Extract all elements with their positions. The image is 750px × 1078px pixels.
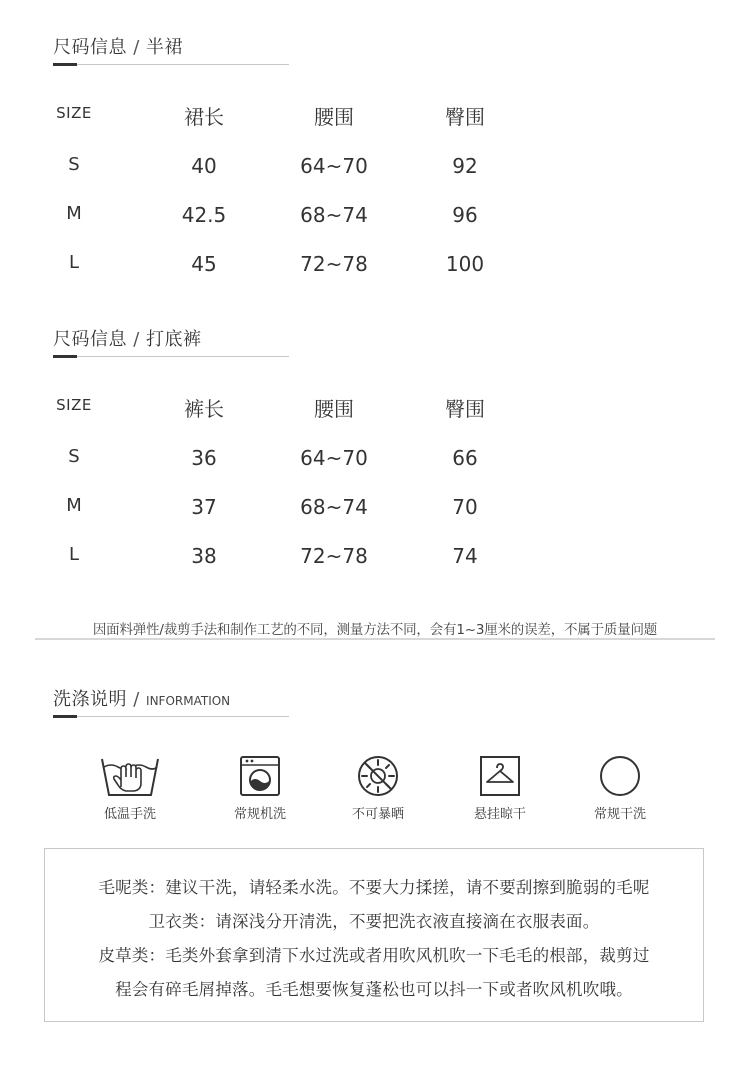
hang-dry-icon <box>479 755 521 797</box>
table-cell: M <box>66 495 82 516</box>
header-divider <box>53 356 289 357</box>
table-cell: 74 <box>452 544 478 568</box>
care-section-title: 洗涤说明 <box>53 689 127 710</box>
care-section-subtitle: INFORMATION <box>146 694 231 708</box>
table-header-row <box>0 393 750 423</box>
table-cell: 96 <box>452 203 478 227</box>
table-row <box>0 495 750 525</box>
table-cell: 37 <box>191 495 217 519</box>
table-cell: 72~78 <box>300 544 368 568</box>
table-cell: M <box>66 203 82 224</box>
machine-wash-icon <box>239 755 281 797</box>
care-note-line: 卫衣类：请深浅分开清洗，不要把洗衣液直接滴在衣服表面。 <box>148 912 600 931</box>
table-cell: 68~74 <box>300 495 368 519</box>
skirt-section-header: 尺码信息 / 半裙 <box>53 33 289 65</box>
table-cell: 40 <box>191 154 217 178</box>
care-item-hang-dry <box>450 755 550 822</box>
table-cell: S <box>68 154 80 175</box>
table-row <box>0 203 750 233</box>
leggings-section-header: 尺码信息 / 打底裤 <box>53 325 289 357</box>
care-label: 低温手洗 <box>103 807 156 822</box>
header-divider <box>53 716 289 717</box>
table-cell: 45 <box>191 252 217 276</box>
column-header: 裤长 <box>184 397 224 421</box>
table-header-row <box>0 101 750 131</box>
care-item-no-sun <box>328 755 428 822</box>
column-header: 臀围 <box>445 397 485 421</box>
column-header: SIZE <box>56 104 92 122</box>
header-accent-bar <box>53 715 77 718</box>
column-header: SIZE <box>56 396 92 414</box>
table-row <box>0 154 750 184</box>
no-sun-icon <box>357 755 399 797</box>
care-section-header: 洗涤说明 / INFORMATION <box>53 685 289 717</box>
care-icons-row <box>0 755 750 825</box>
table-cell: 36 <box>191 446 217 470</box>
table-cell: 70 <box>452 495 478 519</box>
measurement-disclaimer: 因面料弹性/裁剪手法和制作工艺的不同，测量方法不同，会有1~3厘米的误差，不属于质量问题 <box>35 618 715 640</box>
care-note-line: 皮草类：毛类外套拿到清下水过洗或者用吹风机吹一下毛毛的根部，裁剪过 <box>98 946 650 965</box>
skirt-section-title: 尺码信息 <box>53 37 127 58</box>
table-cell: 64~70 <box>300 154 368 178</box>
leggings-section-subtitle: 打底裤 <box>146 329 202 350</box>
column-header: 腰围 <box>314 105 354 129</box>
care-item-machine-wash <box>210 755 310 822</box>
table-cell: 64~70 <box>300 446 368 470</box>
leggings-section-title: 尺码信息 <box>53 329 127 350</box>
table-cell: 92 <box>452 154 478 178</box>
care-label: 常规干洗 <box>593 807 646 822</box>
header-divider <box>53 64 289 65</box>
column-header: 腰围 <box>314 397 354 421</box>
header-accent-bar <box>53 63 77 66</box>
table-cell: 68~74 <box>300 203 368 227</box>
skirt-section-subtitle: 半裙 <box>146 37 184 58</box>
care-notes-box <box>44 848 704 1022</box>
table-row <box>0 544 750 574</box>
table-cell: 72~78 <box>300 252 368 276</box>
hand-wash-icon <box>99 755 161 797</box>
table-cell: 66 <box>452 446 478 470</box>
table-cell: 38 <box>191 544 217 568</box>
table-cell: L <box>68 544 80 565</box>
table-cell: 100 <box>445 252 485 276</box>
table-row <box>0 252 750 282</box>
care-label: 悬挂晾干 <box>473 807 526 822</box>
care-note-line: 程会有碎毛屑掉落。毛毛想要恢复蓬松也可以抖一下或者吹风机吹哦。 <box>115 980 633 999</box>
care-label: 常规机洗 <box>233 807 286 822</box>
table-row <box>0 446 750 476</box>
table-cell: L <box>68 252 80 273</box>
care-note-line: 毛呢类：建议干洗，请轻柔水洗。不要大力揉搓，请不要刮擦到脆弱的毛呢 <box>98 878 650 897</box>
table-cell: 42.5 <box>181 203 227 227</box>
table-cell: S <box>68 446 80 467</box>
care-label: 不可暴晒 <box>351 807 404 822</box>
care-item-hand-wash <box>80 755 180 822</box>
column-header: 臀围 <box>445 105 485 129</box>
care-item-dry-clean <box>570 755 670 822</box>
column-header: 裙长 <box>184 105 224 129</box>
dry-clean-icon <box>599 755 641 797</box>
header-accent-bar <box>53 355 77 358</box>
